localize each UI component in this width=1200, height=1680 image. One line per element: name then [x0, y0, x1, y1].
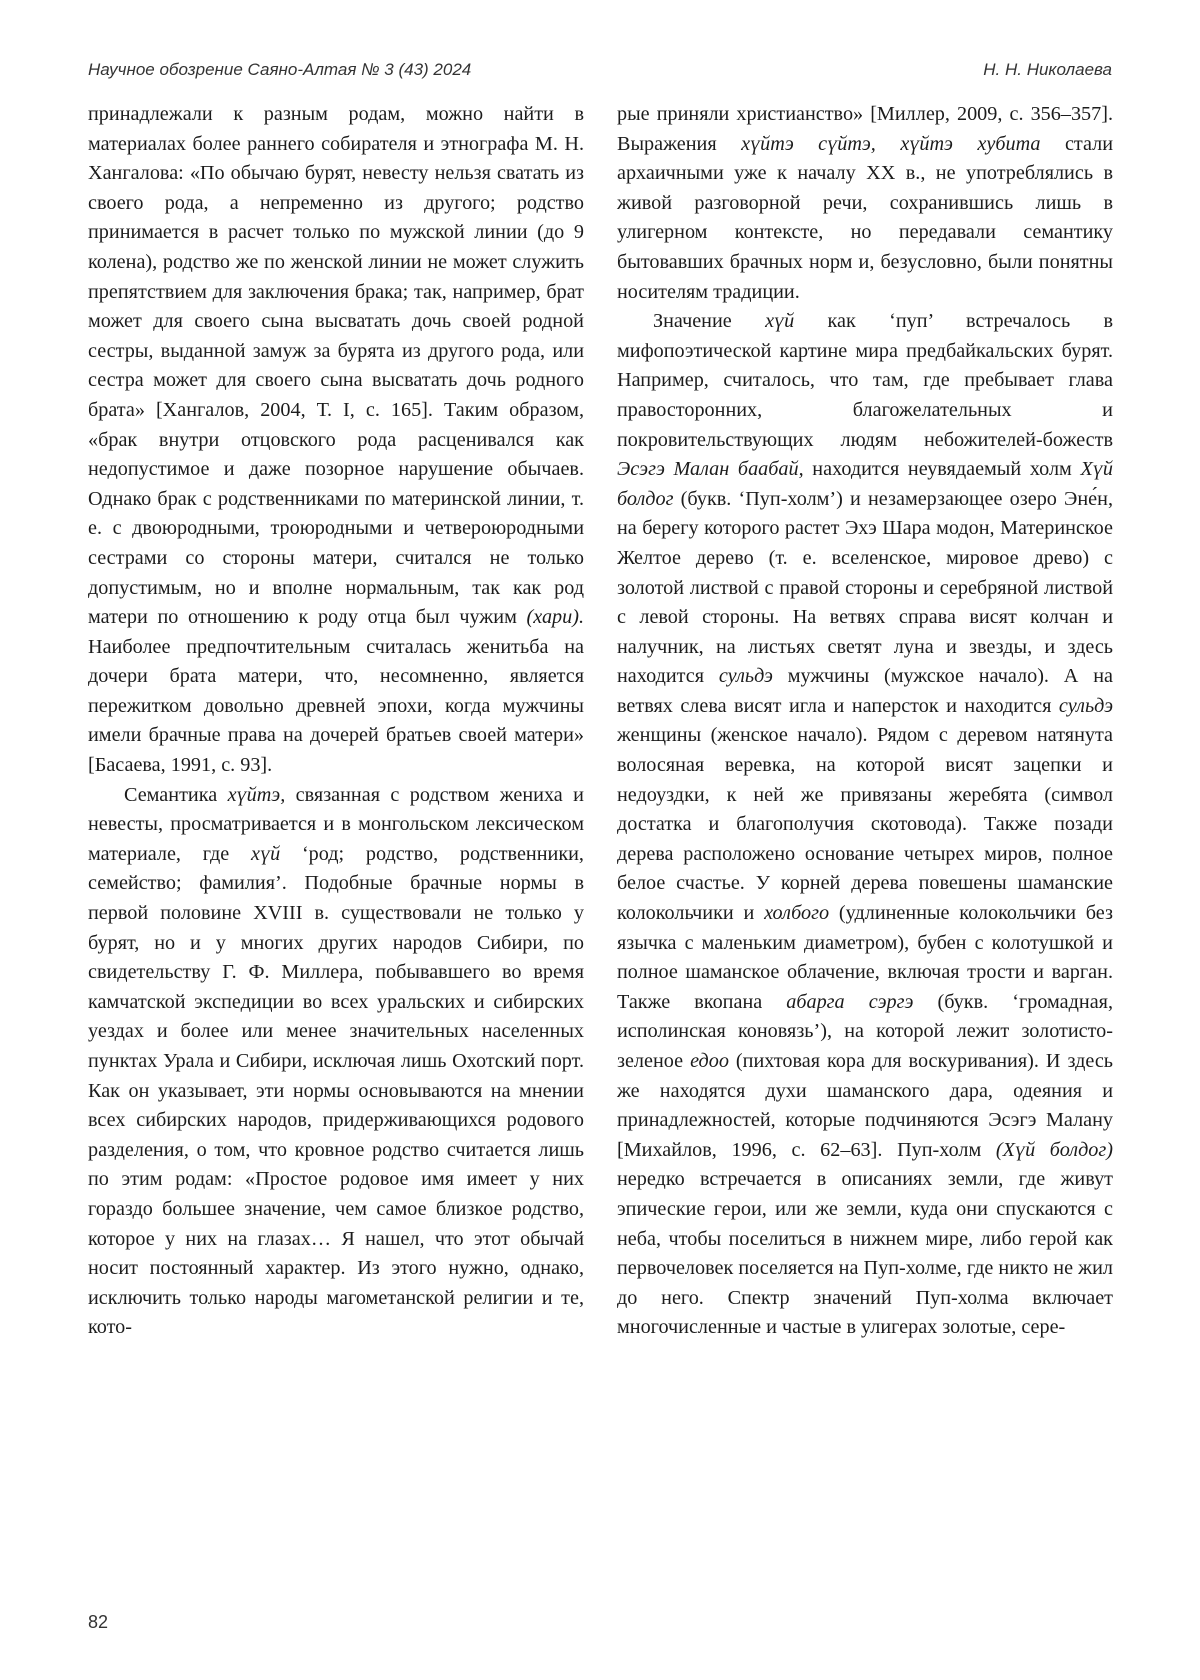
- italic-term: абарга сэргэ: [786, 990, 914, 1013]
- text-run: стали архаичными уже к началу XX в., не употреблялись в живой разговорной речи, сохранившись лишь в улигерном контексте, но передавали семантику бытовавших брачных норм и, безусловно, были понятны носителям традиции.: [617, 132, 1114, 303]
- text-run: принадлежали к разным родам, можно найти в материалах более раннего собирателя и этнографа М. Н. Хангалова: «По обычаю бурят, невесту нельзя сватать из своего рода, а непременно из другого; родство принимается в расчет только по мужской линии (до 9 колена), родство же по женской линии не может служить препятствием для заключения брака; так, например, брат может для своего сына высватать дочь своей родной сестры, выданной замуж за бурята из другого рода, или сестра может для своего сына высватать дочь родного брата» [Хангалов, 2004, Т. I, с. 165]. Таким образом, «брак внутри отцовского рода расценивался как недопустимое и даже позорное нарушение обычаев. Однако брак с родственниками по материнской линии, т. е. с двоюродными, троюродными и четвероюродными сестрами со стороны матери, считался не только допустимым, но и вполне нормальным, так как род матери по отношению к роду отца был чужим: [88, 103, 584, 629]
- text-run: как ‘пуп’ встречалось в мифопоэтической картине мира предбайкальских бурят. Например, считалось, что там, где пребывает глава правосторонних, благожелательных и покровительствующих людям небожителей-божеств: [617, 310, 1114, 451]
- text-run: (букв. ‘Пуп-холм’) и незамерзающее озеро Эне́н, на берегу которого растет Эхэ Шара модон, Материнское Желтое дерево (т. е. вселенское, мировое древо) с золотой листвой с правой стороны и серебряной листвой с левой стороны. На ветвях справа висят колчан и налучник, на листьях светят луна и звезды, и здесь находится: [617, 487, 1113, 688]
- italic-term: хүй: [765, 310, 795, 333]
- text-run: Значение: [653, 310, 766, 333]
- text-run: ‘род; родство, родственники, семейство; фамилия’. Подобные брачные нормы в первой половине XVIII в. существовали не только у бурят, но и у многих других народов Сибири, по свидетельству Г. Ф. Миллера, побывавшего во время камчатской экспедиции во всех уральских и сибирских уездах и более или менее значительных населенных пунктах Урала и Сибири, исключая лишь Охотский порт. Как он указывает, эти нормы основываются на мнении всех сибирских народов, придерживающихся родового разделения, о том, что кровное родство считается лишь по этим родам: «Простое родовое имя имеет у них гораздо большее значение, чем самое близкое родство, которое у них на глазах… Я нашел, что этот обычай носит постоянный характер. Из этого нужно, однако, исключить только народы магометанской религии и те, кото-: [88, 842, 584, 1339]
- italic-term: (Хүй болдог): [995, 1138, 1113, 1161]
- text-run: (пихтовая кора для воскуривания). И здесь же находятся духи шаманского дара, одеяния и принадлежностей, которые подчиняются Эсэгэ Малану [Михайлов, 1996, с. 62–63]. Пуп-холм: [617, 1050, 1113, 1161]
- text-run: Наиболее предпочтительным считалась женитьба на дочери брата матери, что, несомненно, является пережитком довольно древней эпохи, когда мужчины имели брачные права на дочерей братьев своей матери» [Басаева, 1991, с. 93].: [88, 635, 584, 777]
- italic-term: (хари).: [526, 606, 584, 629]
- journal-title: Научное обозрение Саяно-Алтая № 3 (43) 2024: [88, 60, 472, 79]
- paragraph: [88, 100, 584, 781]
- running-header: [88, 60, 1112, 88]
- text-run: (удлиненные колокольчики без язычка с маленьким диаметром), бубен с колотушкой и полное шаманское облачение, включая трости и варган. Также вкопана: [617, 902, 1113, 1013]
- italic-term: хүйтэ сүйтэ, хүйтэ хубита: [741, 132, 1041, 155]
- italic-term: Эсэгэ Малан баабай,: [617, 458, 804, 481]
- italic-term: холбого: [764, 902, 830, 925]
- text-run: (букв. ‘громадная, исполинская коновязь’), на которой лежит золотисто-зеленое: [617, 990, 1113, 1072]
- text-run: связанная с родством жениха и невесты, просматривается и в монгольском лексическом материале, где: [88, 783, 584, 865]
- italic-term: хүйтэ,: [227, 783, 286, 806]
- italic-term: Хүй болдог: [617, 458, 1113, 510]
- paragraph: [617, 100, 1113, 307]
- paragraph: [88, 781, 584, 1343]
- right-column: [617, 100, 1113, 1343]
- text-run: женщины (женское начало). Рядом с деревом натянута волосяная веревка, на которой висят зацепки и недоуздки, к ней же привязаны жеребята (символ достатка и благополучия скотовода). Также позади дерева расположено основание четырех миров, полное белое счастье. У корней дерева повешены шаманские колокольчики и: [617, 724, 1113, 925]
- text-run: находится неувядаемый холм: [803, 458, 1081, 481]
- author-name: Н. Н. Николаева: [983, 60, 1112, 79]
- italic-term: сульдэ: [718, 665, 773, 688]
- italic-term: едоо: [690, 1050, 729, 1072]
- paragraph: [617, 307, 1113, 1343]
- text-run: мужчины (мужское начало). А на ветвях слева висят игла и наперсток и находится: [617, 665, 1113, 717]
- text-run: рые приняли христианство» [Миллер, 2009, с. 356–357]. Выражения: [617, 103, 1113, 155]
- page-number: 82: [88, 1612, 109, 1632]
- text-run: нередко встречается в описаниях земли, где живут эпические герои, или же земли, куда они спускаются с неба, чтобы поселиться в нижнем мире, либо герой как первочеловек поселяется на Пуп-холме, где никто не жил до него. Спектр значений Пуп-холма включает многочисленные и частые в улигерах золотые, сере-: [617, 1168, 1113, 1339]
- left-column: [88, 100, 584, 1343]
- italic-term: хүй: [251, 842, 281, 865]
- italic-term: сульдэ: [1058, 694, 1113, 717]
- text-run: Семантика: [124, 783, 228, 806]
